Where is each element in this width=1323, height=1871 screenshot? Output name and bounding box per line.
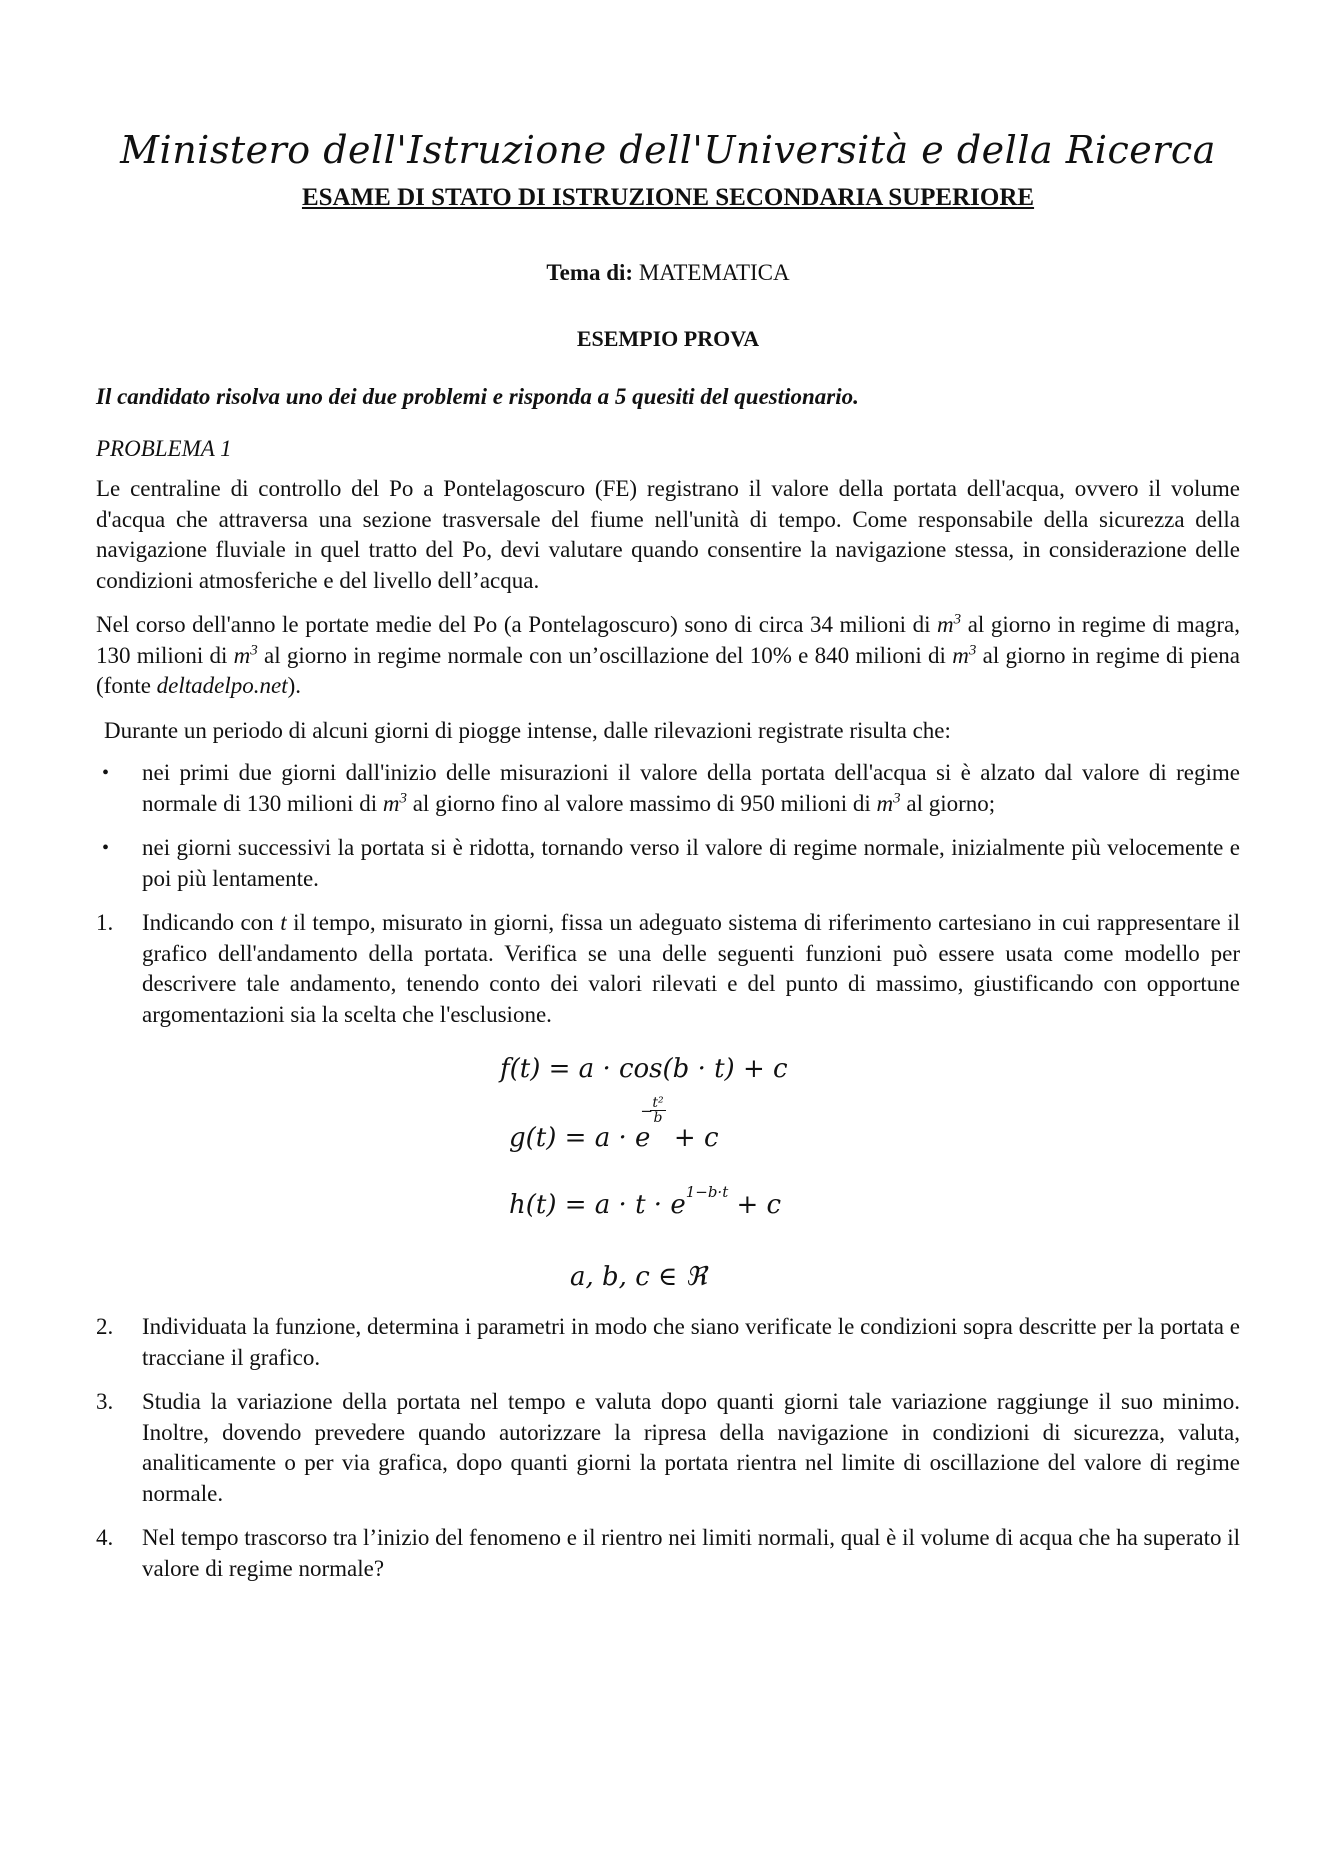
flow-text-1: Nel corso dell'anno le portate medie del Po (a Pontelagoscuro) sono di circa 34 milioni di [96, 612, 931, 637]
question-number: 1. [96, 910, 114, 935]
observations-list [96, 758, 1240, 894]
question-2 [96, 1312, 1240, 1373]
unit-m3: $m^3$ [382, 789, 407, 816]
parameter-domain: a, b, c ∈ ℜ [570, 1262, 707, 1292]
subject-line [96, 258, 1240, 288]
list-item [96, 833, 1240, 894]
observation-text: nei primi due giorni dall'inizio delle misurazioni il valore della portata dell'acqua si è alzato dal valore di regime normale di 130 milioni di [142, 760, 1240, 816]
unit-m3: $m^3$ [952, 641, 977, 668]
formula-g: g(t) = a · e − t² b + c [509, 1095, 719, 1153]
problem-title: PROBLEMA 1 [96, 436, 232, 461]
question-3 [96, 1387, 1240, 1509]
unit-m3: $m^3$ [876, 789, 901, 816]
unit-m3: $m^3$ [233, 641, 258, 668]
exam-page [96, 120, 1240, 1598]
question-number: 4. [96, 1525, 114, 1550]
flow-text-5: ). [287, 673, 302, 698]
bullet-icon: • [102, 837, 110, 859]
exponent-fraction: − t² b [640, 1095, 664, 1126]
question-1 [96, 908, 1240, 1030]
observation-text: al giorno; [906, 790, 996, 816]
sample-label: ESEMPIO PROVA [576, 326, 760, 351]
question-number: 3. [96, 1389, 114, 1414]
questions-list [96, 908, 1240, 1030]
variable-t: t [280, 910, 287, 935]
question-text: il tempo, misurato in giorni, fissa un adeguato sistema di riferimento cartesiano in cui rappresentare il grafico dell'andamento della portata. Verifica se una delle seguenti funzioni può essere usata come modello per descrivere tale andamento, tenendo conto dei valori rilevati e del punto di massimo, giustificando con opportune argomentazioni sia la scelta che l'esclusione. [142, 910, 1241, 1027]
observation-text: al giorno fino al valore massimo di 950 milioni di [412, 790, 871, 816]
observation-text: nei giorni successivi la portata si è ridotta, tornando verso il valore di regime normale, inizialmente più velocemente e poi più lentamente. [142, 835, 1240, 891]
period-paragraph: Durante un periodo di alcuni giorni di piogge intense, dalle rilevazioni registrate risulta che: [104, 717, 951, 743]
unit-m3: $m^3$ [937, 611, 962, 637]
problem-intro: Le centraline di controllo del Po a Pontelagoscuro (FE) registrano il valore della portata dell'acqua, ovvero il volume d'acqua che attraversa una sezione trasversale del fiume nell'unità di tempo. Come responsabile della sicurezza della navigazione fluviale in quel tratto del Po, devi valutare quando consentire la navigazione stessa, in considerazione delle condizioni atmosferiche e del livello dell’acqua. [96, 476, 1240, 593]
subject-label: Tema di: [546, 260, 634, 285]
question-text: Nel tempo trascorso tra l’inizio del fenomeno e il rientro nei limiti normali, qual è il volume di acqua che ha superato il valore di regime normale? [142, 1525, 1240, 1581]
question-text: Indicando con [142, 910, 274, 935]
candidate-functions [96, 1044, 1240, 1306]
exam-title: ESAME DI STATO DI ISTRUZIONE SECONDARIA SUPERIORE [301, 184, 1035, 211]
question-number: 2. [96, 1314, 114, 1339]
flow-text-2: al giorno in regime di magra, 130 milioni di [96, 612, 1241, 668]
list-item [96, 758, 1240, 819]
formula-h: $h(t) = a \cdot t \cdot e^{1-b\cdot t} + c$ [509, 1183, 782, 1220]
question-4 [96, 1523, 1240, 1584]
ministry-header: Ministero dell'Istruzione dell'Università e della Ricerca [120, 128, 1216, 172]
formula-f: f(t) = a · cos(b · t) + c [500, 1054, 788, 1084]
flow-text-4: al giorno in regime di piena (fonte [96, 642, 1241, 698]
source-name: deltadelpo.net [156, 673, 288, 698]
flow-text-3: al giorno in regime normale con un’oscillazione del 10% e 840 milioni di [264, 642, 946, 668]
flow-rates-paragraph [96, 610, 1240, 702]
questions-list-continued [96, 1312, 1240, 1584]
question-text: Studia la variazione della portata nel tempo e valuta dopo quanti giorni tale variazione raggiunge il suo minimo. Inoltre, dovendo prevedere quando autorizzare la ripresa della navigazione in condizioni di sicurezza, valuta, analiticamente o per via grafica, dopo quanti giorni la portata rientra nel limite di oscillazione del valore di regime normale. [142, 1389, 1240, 1506]
candidate-instruction: Il candidato risolva uno dei due problemi e risponda a 5 quesiti del questionario. [96, 384, 859, 409]
question-text: Individuata la funzione, determina i parametri in modo che siano verificate le condizioni sopra descritte per la portata e tracciane il grafico. [142, 1314, 1240, 1370]
bullet-icon: • [102, 762, 110, 784]
subject-value: MATEMATICA [638, 260, 790, 285]
